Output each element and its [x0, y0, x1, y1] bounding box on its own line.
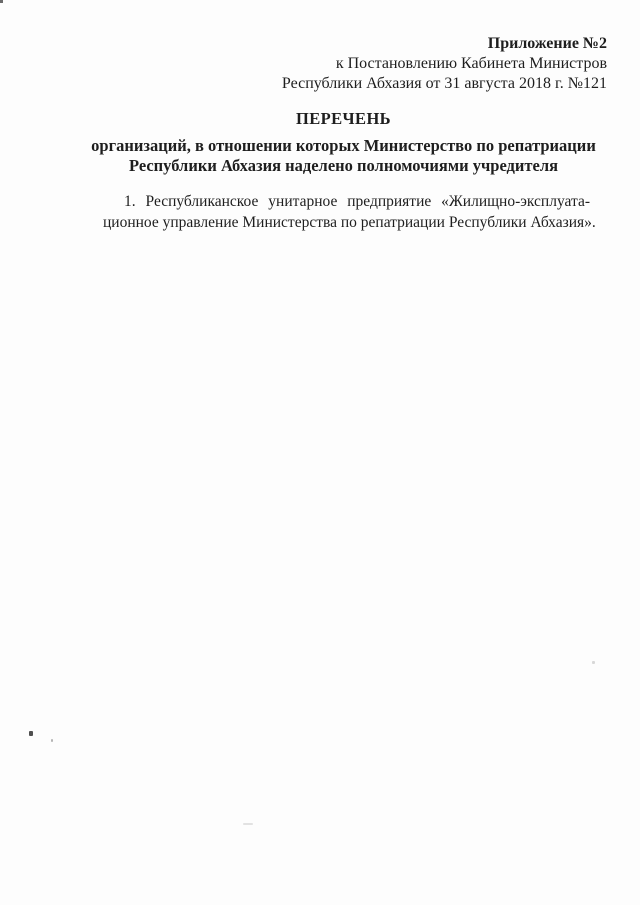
decree-reference-line-1: к Постановлению Кабинета Министров: [335, 55, 607, 72]
appendix-reference-block: [64, 34, 607, 94]
decree-reference-line-2: Республики Абхазия от 31 августа 2018 г. №121: [281, 75, 607, 92]
list-item-1: [103, 191, 596, 233]
document-headings: [80, 109, 607, 176]
scan-artifact-smudge: [243, 823, 253, 825]
appendix-number-label: Приложение №2: [487, 35, 607, 52]
scan-artifact-speck: [51, 739, 53, 742]
scan-artifact-speck: [592, 661, 595, 664]
document-subtitle-line-2: Республики Абхазия наделено полномочиями учредителя: [128, 156, 559, 175]
document-title: ПЕРЕЧЕНЬ: [296, 109, 391, 128]
document-subtitle: [80, 136, 607, 176]
document-subtitle-line-1: организаций, в отношении которых Министерство по репатриации: [91, 136, 596, 155]
document-content: [0, 0, 640, 233]
list-item-1-line-1: 1. Республиканское унитарное предприятие «Жилищно-эксплуата-: [124, 193, 590, 210]
scan-artifact-speck: [29, 731, 33, 736]
list-item-1-line-2: ционное управление Министерства по репатриации Республики Абхазия».: [103, 214, 596, 231]
